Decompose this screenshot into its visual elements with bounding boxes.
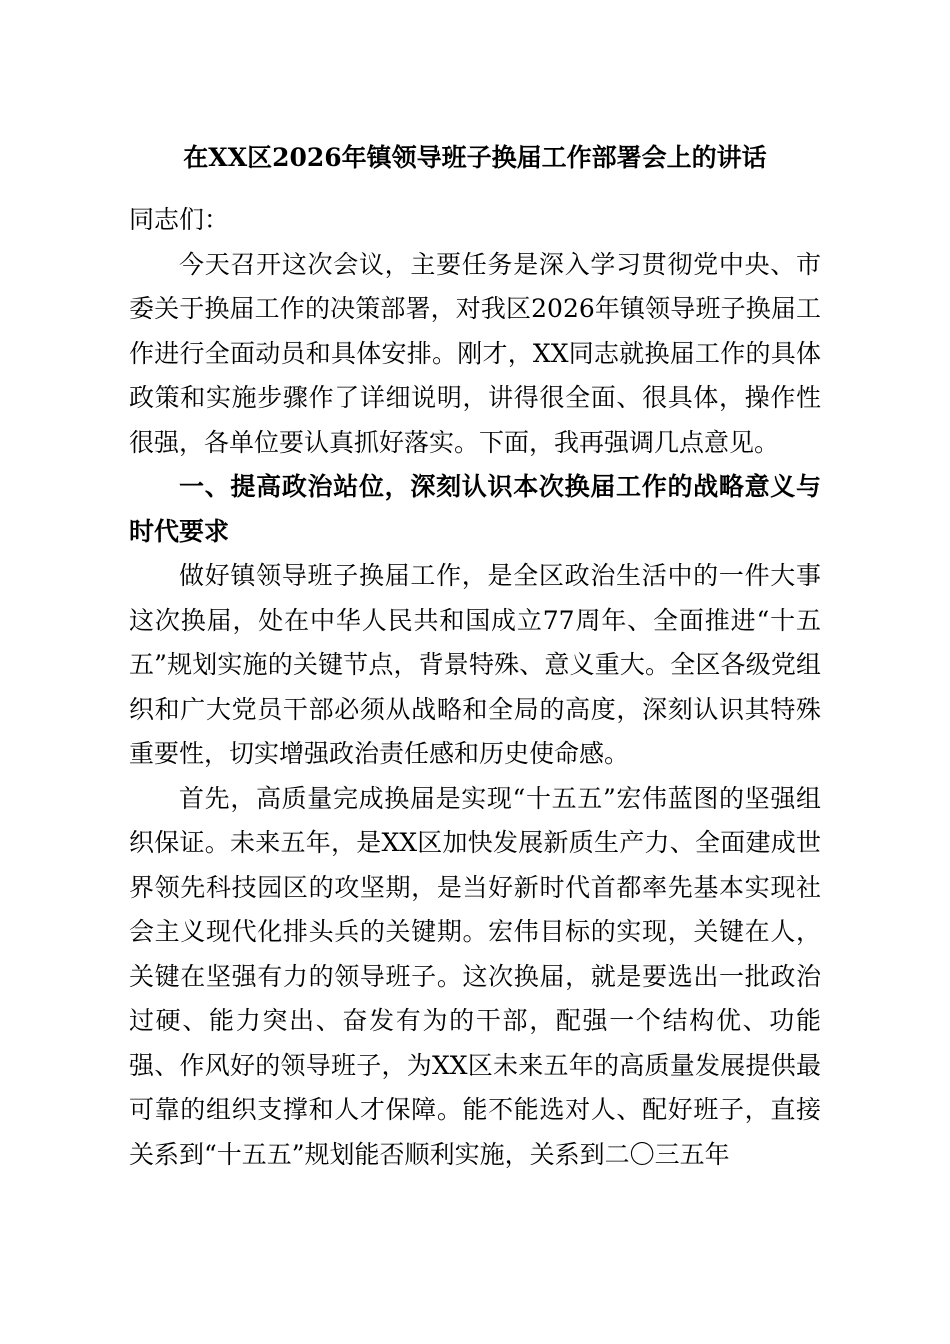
section-heading-1: 一、提高政治站位，深刻认识本次换届工作的战略意义与时代要求 — [129, 472, 821, 546]
document-title: 在XX区2026年镇领导班子换届工作部署会上的讲话 — [183, 143, 767, 172]
paragraph-first-point: 首先，高质量完成换届是实现“十五五”宏伟蓝图的坚强组织保证。未来五年，是XX区加快发展新质生产力、全面建成世界领先科技园区的攻坚期，是当好新时代首都率先基本实现社会主义现代化排头兵的关键期。宏伟目标的实现，关键在人，关键在坚强有力的领导班子。这次换届，就是要选出一批政治过硬、能力突出、奋发有为的干部，配强一个结构优、功能强、作风好的领导班子，为XX区未来五年的高质量发展提供最可靠的组织支撑和人才保障。能不能选对人、配好班子，直接关系到“十五五”规划能否顺利实施，关系到二〇三五年 — [129, 783, 821, 1169]
document-body — [129, 198, 821, 1177]
salutation: 同志们： — [129, 205, 230, 234]
paragraph-significance: 做好镇领导班子换届工作，是全区政治生活中的一件大事这次换届，处在中华人民共和国成立77周年、全面推进“十五五”规划实施的关键节点，背景特殊、意义重大。全区各级党组织和广大党员干部必须从战略和全局的高度，深刻认识其特殊重要性，切实增强政治责任感和历史使命感。 — [129, 561, 821, 768]
paragraph-intro: 今天召开这次会议，主要任务是深入学习贯彻党中央、市委关于换届工作的决策部署，对我区2026年镇领导班子换届工作进行全面动员和具体安排。刚才，XX同志就换届工作的具体政策和实施步骤作了详细说明，讲得很全面、很具体，操作性很强，各单位要认真抓好落实。下面，我再强调几点意见。 — [129, 249, 821, 457]
